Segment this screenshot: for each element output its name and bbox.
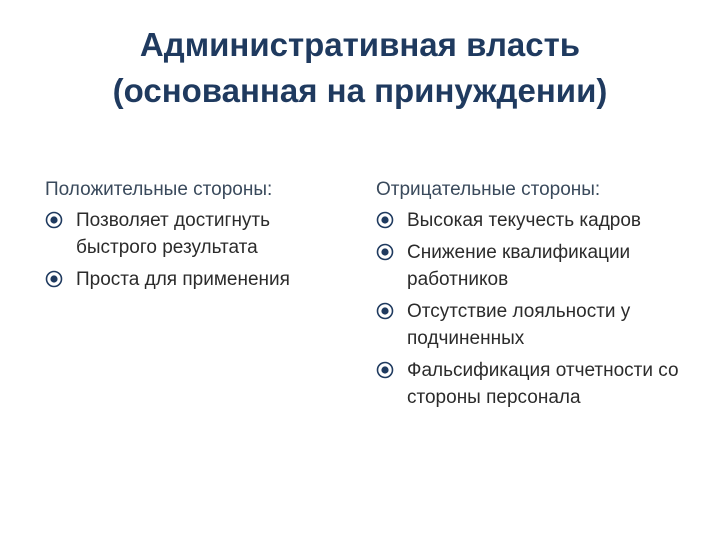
- circle-dot-bullet-icon: [45, 211, 63, 229]
- title-line-1: Административная власть: [139, 26, 581, 63]
- circle-dot-bullet-icon: [376, 302, 394, 320]
- circle-dot-bullet-icon: [376, 211, 394, 229]
- circle-dot-bullet-icon: [376, 361, 394, 379]
- list-item-label: Снижение квалификации работников: [407, 242, 631, 290]
- list-item: [45, 266, 345, 293]
- slide-title: [40, 22, 680, 114]
- list-item: [45, 207, 345, 261]
- circle-dot-bullet-icon: [376, 243, 394, 261]
- list-item: [376, 298, 696, 352]
- pros-heading: Положительные стороны:: [45, 179, 273, 200]
- list-item-label: Проста для применения: [76, 269, 290, 290]
- list-item: [376, 207, 696, 234]
- cons-heading: Отрицательные стороны:: [376, 179, 601, 200]
- list-item: [376, 239, 696, 293]
- list-item-label: Отсутствие лояльности у подчиненных: [407, 301, 631, 349]
- pros-column: [45, 176, 345, 298]
- list-item-label: Позволяет достигнуть быстрого результата: [76, 210, 271, 258]
- list-item: [376, 357, 696, 411]
- list-item-label: Высокая текучесть кадров: [407, 210, 642, 231]
- circle-dot-bullet-icon: [45, 270, 63, 288]
- title-line-2: (основанная на принуждении): [112, 72, 608, 109]
- list-item-label: Фальсификация отчетности со стороны персонала: [407, 360, 679, 408]
- cons-column: [376, 176, 696, 416]
